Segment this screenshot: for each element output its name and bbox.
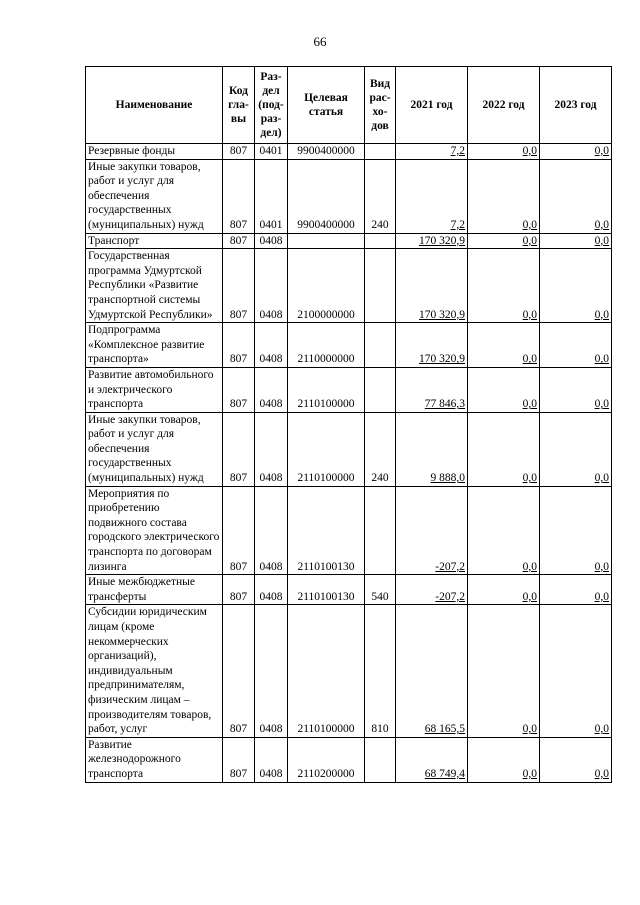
row-value-2021-text: 68 749,4: [424, 767, 465, 780]
row-value-2021: [396, 159, 468, 233]
row-section: 0408: [255, 412, 288, 486]
row-value-2023: [540, 367, 612, 412]
table-row: [86, 159, 612, 233]
row-target-article: 9900400000: [288, 144, 365, 160]
row-value-2022: [468, 575, 540, 605]
header-year-2023: 2023 год: [540, 67, 612, 144]
row-value-2022-text: 0,0: [522, 218, 537, 231]
row-value-2021-text: 170 320,9: [419, 353, 465, 366]
row-section: 0408: [255, 367, 288, 412]
row-chapter-code: 807: [223, 737, 255, 782]
row-chapter-code: 807: [223, 605, 255, 737]
row-value-2022: [468, 249, 540, 323]
row-value-2021: [396, 486, 468, 575]
row-value-2023: [540, 323, 612, 368]
row-expense-type: [365, 233, 396, 249]
row-value-2022: [468, 233, 540, 249]
row-expense-type: [365, 323, 396, 368]
row-value-2022-text: 0,0: [522, 353, 537, 366]
row-expense-type: [365, 249, 396, 323]
table-row: [86, 605, 612, 737]
row-expense-type: 810: [365, 605, 396, 737]
row-name: Субсидии юридическим лицам (кроме некоммерческих организаций), индивидуальным предпринимателям, физическим лицам – производителям товаров, работ, услуг: [86, 605, 223, 737]
row-value-2021-text: -207,2: [435, 560, 465, 573]
row-value-2021-text: -207,2: [435, 590, 465, 603]
table-row: [86, 486, 612, 575]
row-value-2021-text: 68 165,5: [424, 723, 465, 736]
row-value-2022: [468, 367, 540, 412]
row-name: Резервные фонды: [86, 144, 223, 160]
header-row: [86, 67, 612, 144]
row-chapter-code: 807: [223, 412, 255, 486]
row-section: 0401: [255, 159, 288, 233]
row-name: Иные закупки товаров, работ и услуг для обеспечения государственных (муниципальных) нужд: [86, 412, 223, 486]
row-value-2021: [396, 367, 468, 412]
header-expense-type: Вид рас- хо- дов: [365, 67, 396, 144]
table-row: [86, 323, 612, 368]
row-value-2023: [540, 486, 612, 575]
row-value-2022-text: 0,0: [522, 472, 537, 485]
row-value-2022-text: 0,0: [522, 723, 537, 736]
row-name: Иные закупки товаров, работ и услуг для обеспечения государственных (муниципальных) нужд: [86, 159, 223, 233]
row-value-2021-text: 170 320,9: [419, 308, 465, 321]
row-expense-type: 540: [365, 575, 396, 605]
row-target-article: 2110100000: [288, 367, 365, 412]
row-section: 0401: [255, 144, 288, 160]
row-value-2022-text: 0,0: [522, 590, 537, 603]
row-expense-type: 240: [365, 412, 396, 486]
row-target-article: 2110200000: [288, 737, 365, 782]
row-value-2021-text: 77 846,3: [424, 398, 465, 411]
row-target-article: 2100000000: [288, 249, 365, 323]
row-value-2022-text: 0,0: [522, 398, 537, 411]
row-value-2023: [540, 159, 612, 233]
row-value-2021-text: 7,2: [450, 145, 465, 157]
row-value-2023-text: 0,0: [594, 472, 609, 485]
row-value-2022: [468, 605, 540, 737]
table-row: [86, 575, 612, 605]
row-chapter-code: 807: [223, 233, 255, 249]
row-expense-type: [365, 737, 396, 782]
row-name: Государственная программа Удмуртской Республики «Развитие транспортной системы Удмуртской Республики»: [86, 249, 223, 323]
row-name: Развитие автомобильного и электрического транспорта: [86, 367, 223, 412]
row-value-2021: [396, 605, 468, 737]
row-value-2021: [396, 144, 468, 160]
row-target-article: 9900400000: [288, 159, 365, 233]
row-value-2021-text: 7,2: [450, 218, 465, 231]
row-value-2022-text: 0,0: [522, 308, 537, 321]
row-section: 0408: [255, 605, 288, 737]
row-value-2023-text: 0,0: [594, 353, 609, 366]
header-chapter-code: Код гла- вы: [223, 67, 255, 144]
row-value-2023: [540, 575, 612, 605]
row-value-2023-text: 0,0: [594, 590, 609, 603]
row-value-2022-text: 0,0: [522, 234, 537, 247]
row-value-2023-text: 0,0: [594, 234, 609, 247]
header-year-2022: 2022 год: [468, 67, 540, 144]
budget-table: [85, 66, 612, 783]
row-value-2023-text: 0,0: [594, 723, 609, 736]
header-target-article: Целевая статья: [288, 67, 365, 144]
row-value-2022: [468, 323, 540, 368]
row-chapter-code: 807: [223, 159, 255, 233]
table-row: [86, 249, 612, 323]
row-value-2023-text: 0,0: [594, 560, 609, 573]
table-row: [86, 412, 612, 486]
row-value-2022: [468, 412, 540, 486]
row-chapter-code: 807: [223, 486, 255, 575]
row-value-2022: [468, 737, 540, 782]
row-value-2023: [540, 233, 612, 249]
row-chapter-code: 807: [223, 323, 255, 368]
row-target-article: 2110100130: [288, 575, 365, 605]
row-value-2021-text: 170 320,9: [419, 234, 465, 247]
row-value-2022-text: 0,0: [522, 145, 537, 157]
row-name: Мероприятия по приобретению подвижного состава городского электрического транспорта по договорам лизинга: [86, 486, 223, 575]
row-value-2021: [396, 575, 468, 605]
table-row: [86, 144, 612, 160]
row-value-2023-text: 0,0: [594, 767, 609, 780]
page-number: 66: [313, 34, 327, 49]
row-expense-type: [365, 367, 396, 412]
row-target-article: 2110100000: [288, 412, 365, 486]
row-value-2023-text: 0,0: [594, 145, 609, 157]
row-name: Подпрограмма «Комплексное развитие транспорта»: [86, 323, 223, 368]
row-chapter-code: 807: [223, 144, 255, 160]
row-chapter-code: 807: [223, 367, 255, 412]
row-value-2023-text: 0,0: [594, 218, 609, 231]
row-value-2021: [396, 233, 468, 249]
row-value-2021: [396, 412, 468, 486]
row-section: 0408: [255, 249, 288, 323]
table-row: [86, 233, 612, 249]
row-expense-type: [365, 486, 396, 575]
row-value-2022-text: 0,0: [522, 560, 537, 573]
row-name: Иные межбюджетные трансферты: [86, 575, 223, 605]
row-name: Транспорт: [86, 233, 223, 249]
row-value-2023: [540, 249, 612, 323]
table-row: [86, 737, 612, 782]
row-value-2021: [396, 323, 468, 368]
row-value-2023: [540, 412, 612, 486]
row-value-2022: [468, 144, 540, 160]
row-target-article: 2110100000: [288, 605, 365, 737]
row-section: 0408: [255, 323, 288, 368]
header-section: Раз- дел (под- раз- дел): [255, 67, 288, 144]
row-value-2021-text: 9 888,0: [430, 472, 465, 485]
row-target-article: [288, 233, 365, 249]
row-expense-type: [365, 144, 396, 160]
row-chapter-code: 807: [223, 249, 255, 323]
row-target-article: 2110000000: [288, 323, 365, 368]
row-section: 0408: [255, 233, 288, 249]
header-year-2021: 2021 год: [396, 67, 468, 144]
row-expense-type: 240: [365, 159, 396, 233]
row-section: 0408: [255, 575, 288, 605]
row-value-2023: [540, 737, 612, 782]
row-chapter-code: 807: [223, 575, 255, 605]
row-name: Развитие железнодорожного транспорта: [86, 737, 223, 782]
row-value-2022: [468, 486, 540, 575]
row-value-2022-text: 0,0: [522, 767, 537, 780]
row-value-2023: [540, 144, 612, 160]
row-value-2023-text: 0,0: [594, 308, 609, 321]
row-value-2021: [396, 249, 468, 323]
table-row: [86, 367, 612, 412]
row-section: 0408: [255, 486, 288, 575]
header-name: Наименование: [86, 67, 223, 144]
row-value-2022: [468, 159, 540, 233]
row-section: 0408: [255, 737, 288, 782]
row-value-2021: [396, 737, 468, 782]
row-value-2023-text: 0,0: [594, 398, 609, 411]
row-value-2023: [540, 605, 612, 737]
row-target-article: 2110100130: [288, 486, 365, 575]
